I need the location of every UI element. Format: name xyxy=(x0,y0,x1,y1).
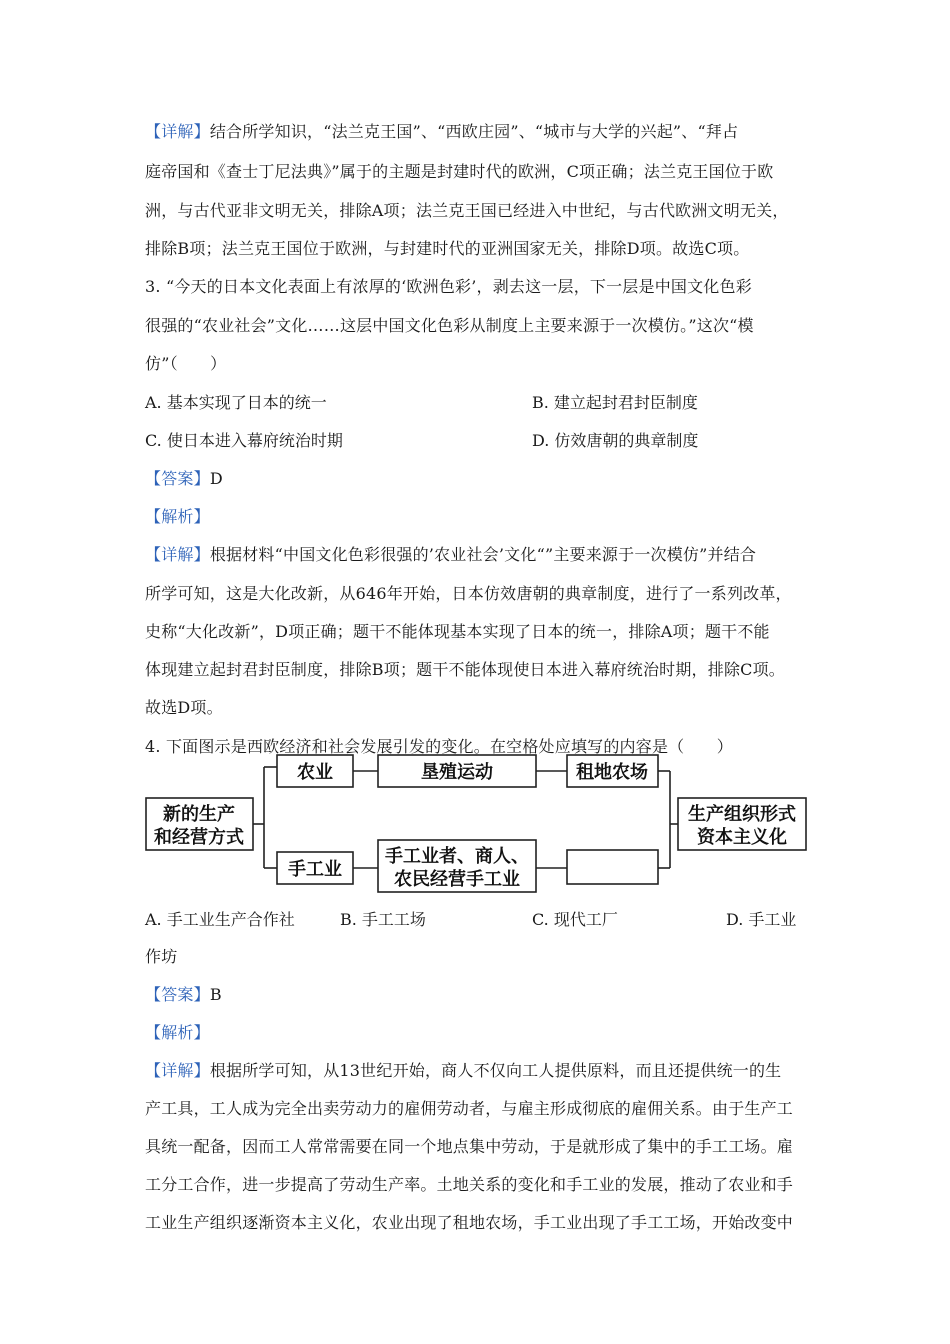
p2-detail-line: 洲，与古代亚非文明无关，排除A项；法兰克王国已经进入中世纪，与古代欧洲文明无关， xyxy=(145,201,789,220)
q4-analysis-tag: 【解析】 xyxy=(145,1023,210,1042)
q3-stem: 3. “今天的日本文化表面上有浓厚的‘欧洲色彩’，剥去这一层，下一层是中国文化色彩 xyxy=(145,277,752,296)
diagram-box-blank xyxy=(567,850,658,884)
diagram-text-right: 生产组织形式 xyxy=(688,804,796,825)
q4-option-a: A. 手工业生产合作社 xyxy=(145,910,295,929)
detail-tag: 【详解】 xyxy=(145,1061,210,1080)
diagram-text-handicraft: 手工业 xyxy=(288,859,342,880)
q3-option-b: B. 建立起封君封臣制度 xyxy=(532,393,698,412)
q3-analysis-tag: 【解析】 xyxy=(145,507,210,526)
q4-stem: 4. 下面图示是西欧经济和社会发展引发的变化。在空格处应填写的内容是（ ） xyxy=(145,737,733,756)
detail-tag: 【详解】 xyxy=(145,122,210,141)
detail-tag: 【详解】 xyxy=(145,545,210,564)
q4-detail-line: 【详解】根据所学可知，从13世纪开始，商人不仅向工人提供原料，而且还提供统一的生 xyxy=(145,1061,782,1080)
q4-detail-line: 工业生产组织逐渐资本主义化，农业出现了租地农场，手工业出现了手工工场，开始改变中 xyxy=(145,1213,794,1232)
diagram-text-right: 资本主义化 xyxy=(697,827,787,848)
p2-detail-line: 排除B项；法兰克王国位于欧洲，与封建时代的亚洲国家无关，排除D项。故选C项。 xyxy=(145,239,750,258)
q3-detail-line: 体现建立起封君封臣制度，排除B项；题干不能体现使日本进入幕府统治时期，排除C项。 xyxy=(145,660,786,679)
q4-detail-line: 工分工合作，进一步提高了劳动生产率。土地关系的变化和手工业的发展，推动了农业和手 xyxy=(145,1175,794,1194)
q3-option-d: D. 仿效唐朝的典章制度 xyxy=(532,431,699,450)
q3-detail-line: 所学可知，这是大化改新，从646年开始，日本仿效唐朝的典章制度，进行了一系列改革， xyxy=(145,584,792,603)
q3-detail-line: 史称“大化改新”，D项正确；题干不能体现基本实现了日本的统一，排除A项；题干不能 xyxy=(145,622,770,641)
q4-diagram xyxy=(142,752,810,897)
q4-detail-line: 具统一配备，因而工人常常需要在同一个地点集中劳动，于是就形成了集中的手工工场。雇 xyxy=(145,1137,794,1156)
q3-detail-line: 【详解】根据材料“中国文化色彩很强的’农业社会’文化“”主要来源于一次模仿”并结合 xyxy=(145,545,757,564)
q3-option-c: C. 使日本进入幕府统治时期 xyxy=(145,431,343,450)
q3-stem: 很强的“农业社会”文化……这层中国文化色彩从制度上主要来源于一次模仿。”这次“模 xyxy=(145,316,754,335)
q4-answer: 【答案】B xyxy=(145,985,222,1004)
diagram-text-mid: 农民经营手工业 xyxy=(394,869,520,890)
diagram-text-farm: 租地农场 xyxy=(576,762,648,783)
diagram-text-mid: 手工业者、商人、 xyxy=(385,846,529,867)
q4-option-d: D. 手工业 xyxy=(726,910,797,929)
q3-stem: 仿”（ ） xyxy=(145,354,227,373)
q4-option-b: B. 手工工场 xyxy=(340,910,426,929)
q4-option-d-continued: 作坊 xyxy=(145,947,178,966)
q4-detail-line: 产工具，工人成为完全出卖劳动力的雇佣劳动者，与雇主形成彻底的雇佣关系。由于生产工 xyxy=(145,1099,794,1118)
diagram-text-agri: 农业 xyxy=(297,762,333,783)
p2-detail-line: 【详解】结合所学知识，“法兰克王国”、“西欧庄园”、“城市与大学的兴起”、“拜占 xyxy=(145,122,739,141)
q4-option-c: C. 现代工厂 xyxy=(532,910,618,929)
q3-option-a: A. 基本实现了日本的统一 xyxy=(145,393,327,412)
diagram-text-left: 和经营方式 xyxy=(154,827,244,848)
diagram-text-left: 新的生产 xyxy=(163,804,235,825)
diagram-text-reclaim: 垦殖运动 xyxy=(421,762,493,783)
q3-detail-line: 故选D项。 xyxy=(145,698,223,717)
p2-detail-line: 庭帝国和《查士丁尼法典》”属于的主题是封建时代的欧洲，C项正确；法兰克王国位于欧 xyxy=(145,162,774,181)
q3-answer: 【答案】D xyxy=(145,469,223,488)
